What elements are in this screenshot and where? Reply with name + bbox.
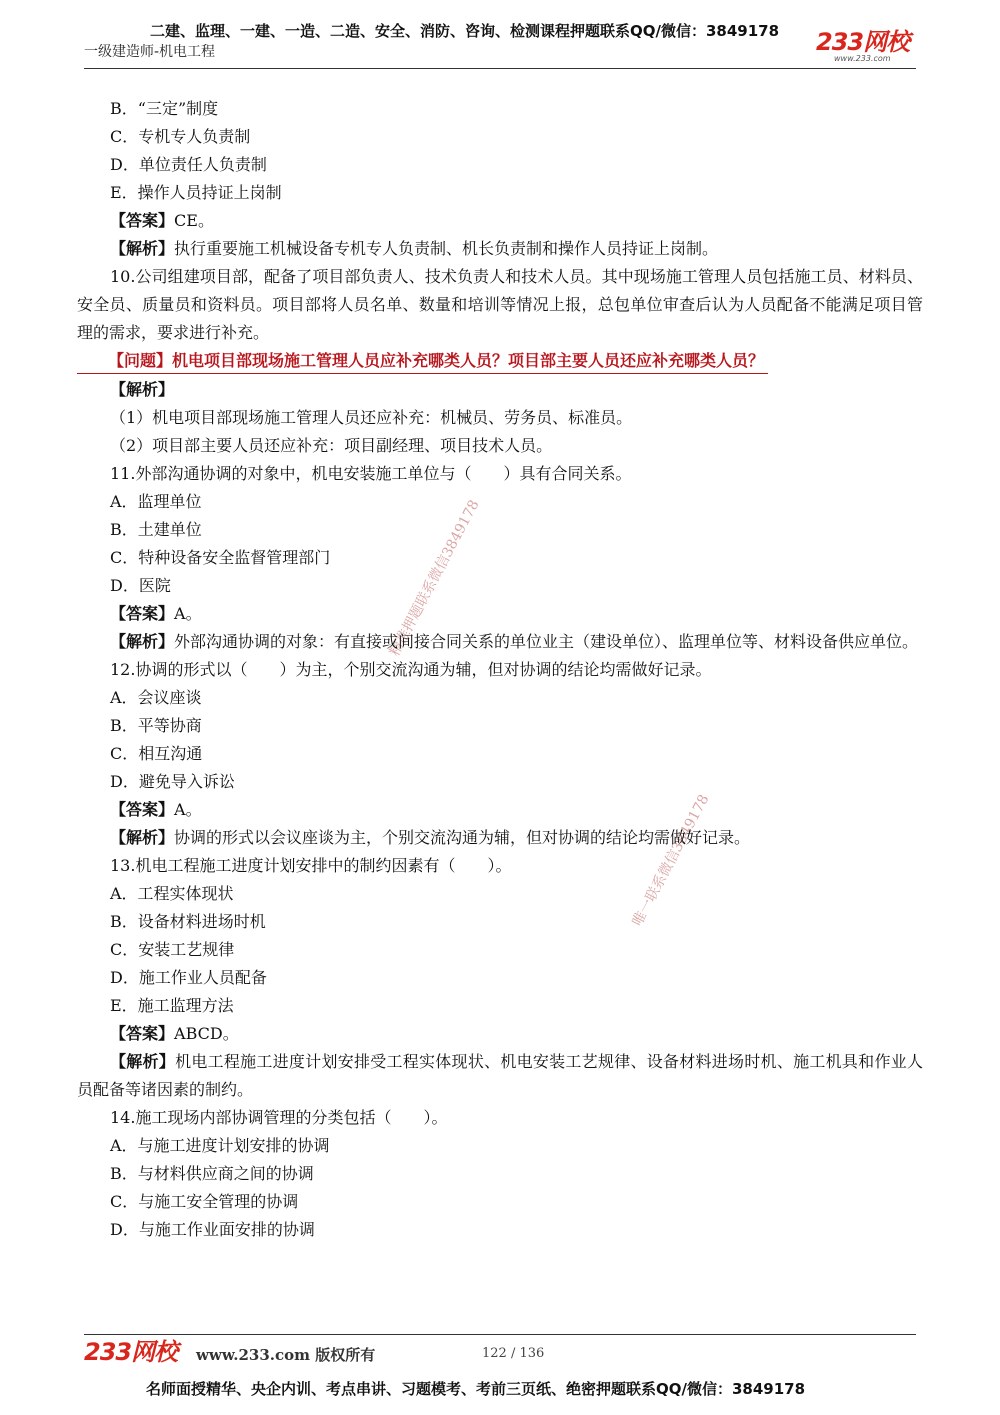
footer-divider [84,1334,916,1335]
explanation-text: 外部沟通协调的对象：有直接或间接合同关系的单位业主（建设单位）、监理单位等、材料设备供应单位。 [174,632,919,651]
answer-line [77,1020,923,1048]
option-line: E．操作人员持证上岗制 [110,183,282,202]
header-logo [816,30,920,64]
option-line: B．与材料供应商之间的协调 [110,1164,314,1183]
option-line: B．“三定”制度 [110,99,219,118]
option-line: D．医院 [110,576,171,595]
option-line: D．与施工作业面安排的协调 [110,1220,315,1239]
logo-text: 233网校 [816,28,910,56]
question-stem: 12.协调的形式以（ ）为主，个别交流沟通为辅，但对协调的结论均需做好记录。 [110,660,712,679]
watermark-1: 精准押题联系微信3849178 [386,497,483,659]
answer-line [77,796,923,824]
explanation-line [77,235,923,263]
footer-promo-text: 名师面授精华、央企内训、考点串讲、习题模考、考前三页纸、绝密押题联系QQ/微信：3849178 [146,1380,806,1398]
explanation-text: 执行重要施工机械设备专机专人负责制、机长负责制和操作人员持证上岗制。 [174,239,719,258]
explanation-text: （1）机电项目部现场施工管理人员还应补充：机械员、劳务员、标准员。 [110,408,633,427]
option-line: B．土建单位 [110,520,202,539]
option-line: C．特种设备安全监督管理部门 [110,548,331,567]
logo-url: www.233.com [834,54,891,63]
footer-copyright: www.233.com 版权所有 [196,1346,376,1364]
explanation-text: （2）项目部主要人员还应补充：项目副经理、项目技术人员。 [110,436,553,455]
answer-line [77,207,923,235]
option-line: C．相互沟通 [110,744,203,763]
explanation-label: 【解析】 [110,239,175,258]
option-line: A．监理单位 [110,492,202,511]
explanation-label: 【解析】 [110,828,175,847]
option-line: A．工程实体现状 [110,884,234,903]
footer-logo: 233网校 [84,1338,178,1366]
header-subtitle: 一级建造师-机电工程 [84,44,216,60]
question-stem: 10.公司组建项目部，配备了项目部负责人、技术负责人和技术人员。其中现场施工管理人员包括施工员、材料员、安全员、质量员和资料员。项目部将人员名单、数量和培训等情况上报，总包单位审查后认为人员配备不能满足项目管理的需求，要求进行补充。 [77,267,923,342]
option-line: C．安装工艺规律 [110,940,235,959]
explanation-label: 【解析】 [110,632,175,651]
question-stem: 11.外部沟通协调的对象中，机电安装施工单位与（ ）具有合同关系。 [110,464,632,483]
explanation-label: 【解析】 [110,380,175,399]
option-line: D．施工作业人员配备 [110,968,267,987]
page-number: 122 / 136 [482,1346,545,1361]
answer-label: 【答案】 [110,604,175,623]
question-highlight [77,347,923,376]
header-promo-text: 二建、监理、一建、一造、二造、安全、消防、咨询、检测课程押题联系QQ/微信：3849178 [150,22,780,40]
answer-value: ABCD。 [174,1024,239,1043]
option-line: B．设备材料进场时机 [110,912,266,931]
option-line: C．与施工安全管理的协调 [110,1192,299,1211]
option-line: D．单位责任人负责制 [110,155,267,174]
document-body [77,95,923,1244]
explanation-text: 协调的形式以会议座谈为主，个别交流沟通为辅，但对协调的结论均需做好记录。 [174,828,751,847]
explanation-text: 机电工程施工进度计划安排受工程实体现状、机电安装工艺规律、设备材料进场时机、施工机具和作业人员配备等诸因素的制约。 [77,1052,923,1099]
answer-value: A。 [174,800,202,819]
question-text: 【问题】机电项目部现场施工管理人员应补充哪类人员？项目部主要人员还应补充哪类人员？ [77,349,768,374]
header-divider [84,68,916,69]
option-line: B．平等协商 [110,716,202,735]
answer-value: CE。 [174,211,214,230]
explanation-label: 【解析】 [110,1052,176,1071]
answer-value: A。 [174,604,202,623]
answer-label: 【答案】 [110,1024,175,1043]
answer-label: 【答案】 [110,800,175,819]
option-line: C．专机专人负责制 [110,127,251,146]
explanation-line [77,1048,923,1104]
option-line: A．会议座谈 [110,688,202,707]
answer-line [77,600,923,628]
option-line: A．与施工进度计划安排的协调 [110,1136,330,1155]
explanation-line [77,628,923,656]
explanation-line [77,824,923,852]
answer-label: 【答案】 [110,211,175,230]
option-line: E．施工监理方法 [110,996,234,1015]
option-line: D．避免导入诉讼 [110,772,235,791]
question-stem: 14.施工现场内部协调管理的分类包括（ ）。 [110,1108,448,1127]
question-stem: 13.机电工程施工进度计划安排中的制约因素有（ ）。 [110,856,512,875]
watermark-2: 唯一联系微信3849178 [629,792,713,929]
